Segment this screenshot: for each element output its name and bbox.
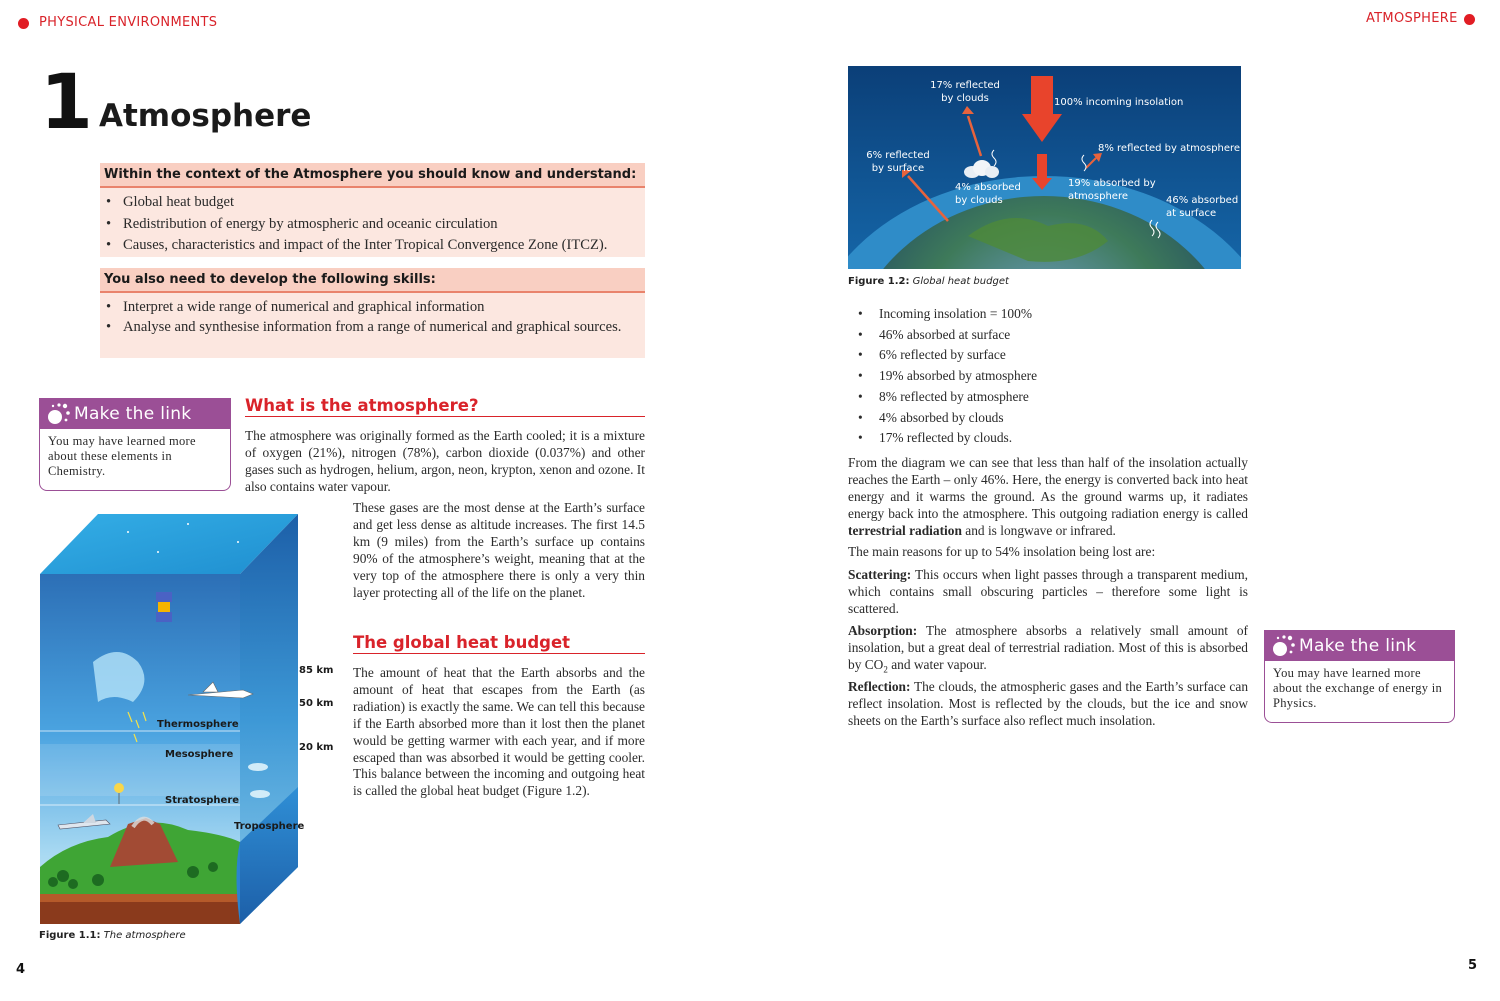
reflection-text: The clouds, the atmospheric gases and the Earth’s surface can reflect insolation. Most is reflected by the clouds, but the ice and snow sheets on the Earth’s surface also reflect much insolation. xyxy=(848,679,1249,728)
list-item: • Analyse and synthesise information from a range of numerical and graphical sources. xyxy=(104,318,645,336)
make-the-link-title: Make the link xyxy=(74,404,192,424)
label-4-absorbed-clouds: 4% absorbed xyxy=(955,182,1021,193)
layer-label-stratosphere: Stratosphere xyxy=(165,795,240,806)
p1-bold-term: terrestrial radiation xyxy=(848,522,962,538)
list-item: • Causes, characteristics and impact of the Inter Tropical Convergence Zone (ITCZ). xyxy=(104,235,645,257)
figure-1-2-caption xyxy=(848,276,1009,287)
absorption-paragraph xyxy=(848,623,1248,678)
heat-budget-list xyxy=(849,304,1249,449)
label-46-absorbed-surface: 46% absorbed xyxy=(1166,195,1239,206)
page-number-right: 5 xyxy=(1468,958,1478,973)
layer-label-thermosphere: Thermosphere xyxy=(157,719,239,730)
skills-box-list xyxy=(100,293,645,342)
right-paragraph-1 xyxy=(848,455,1248,540)
make-the-link-box xyxy=(39,398,231,491)
label-46-absorbed-surface-2: at surface xyxy=(1166,208,1217,219)
altitude-label-20km: 20 km xyxy=(299,742,334,753)
heat-budget-paragraph: The amount of heat that the Earth absorbs and the amount of heat that escapes from the Earth (as radiation) is exactly the same. We can tell this because if the Earth absorbed more than it lost then the planet would be getting warmer with each year, and if more escaped than was absorbed it would be getting cooler. This balance between the incoming and outgoing heat is called the global heat budget (Figure 1.2). xyxy=(353,665,645,799)
header-dot-right xyxy=(1464,14,1475,25)
atmosphere-layers-figure xyxy=(38,512,338,926)
altitude-label-85km: 85 km xyxy=(299,665,334,676)
section-heading-global-heat-budget: The global heat budget xyxy=(353,633,645,654)
reflection-term: Reflection: xyxy=(848,679,911,694)
altitude-label-50km: 50 km xyxy=(299,698,334,709)
label-8-reflected-atmosphere: 8% reflected by atmosphere xyxy=(1098,143,1241,154)
list-item: • Interpret a wide range of numerical and graphical information xyxy=(104,297,645,318)
list-item: • 4% absorbed by clouds xyxy=(849,408,1249,429)
absorption-term: Absorption: xyxy=(848,623,918,638)
what-is-paragraph-2: These gases are the most dense at the Earth’s surface and get less dense as altitude increases. The first 14.5 km (9 miles) from the Earth’s surface up contains 90% of the atmosphere’s weight, meaning that at the very top of the atmosphere there is only a very thin layer protecting all of the life on the planet. xyxy=(353,500,645,600)
make-the-link-box-physics xyxy=(1264,630,1455,723)
atom-icon xyxy=(45,402,71,426)
caption-label: Figure 1.1: xyxy=(39,930,101,941)
label-incoming-insolation: 100% incoming insolation xyxy=(1054,97,1184,108)
list-item: • 17% reflected by clouds. xyxy=(849,428,1249,449)
what-is-paragraph-1: The atmosphere was originally formed as the Earth cooled; it is a mixture of oxygen (21%), nitrogen (78%), carbon dioxide (0.037%) and other gases such as hydrogen, helium, argon, neon, krypton, xenon and ozone. It also contains water vapour. xyxy=(245,428,645,494)
list-item: • 46% absorbed at surface xyxy=(849,325,1249,346)
know-understand-box xyxy=(100,163,645,257)
caption-label: Figure 1.2: xyxy=(848,276,910,287)
label-19-absorbed-atmosphere: 19% absorbed by xyxy=(1068,178,1156,189)
make-the-link-header xyxy=(1265,631,1454,661)
absorption-end: and water vapour. xyxy=(887,656,987,672)
make-the-link-text: You may have learned more about the exchange of energy in Physics. xyxy=(1273,666,1443,710)
satellite-icon xyxy=(156,592,172,622)
scattering-paragraph xyxy=(848,567,1248,618)
right-paragraph-2: The main reasons for up to 54% insolation being lost are: xyxy=(848,544,1156,559)
caption-text: The atmosphere xyxy=(103,930,186,941)
make-the-link-header xyxy=(40,399,230,429)
reflection-paragraph xyxy=(848,679,1248,730)
label-19-absorbed-atmosphere-2: atmosphere xyxy=(1068,191,1128,202)
list-item: • Global heat budget xyxy=(104,192,645,214)
page-number-left: 4 xyxy=(16,962,26,977)
layer-label-mesosphere: Mesosphere xyxy=(165,749,234,760)
scattering-term: Scattering: xyxy=(848,567,912,582)
chapter-title: Atmosphere xyxy=(99,98,312,134)
list-item: • 8% reflected by atmosphere xyxy=(849,387,1249,408)
figure-1-1-caption xyxy=(39,930,186,941)
list-item: • Redistribution of energy by atmospheric and oceanic circulation xyxy=(104,214,645,236)
know-box-list xyxy=(100,188,645,263)
right-running-head: ATMOSPHERE xyxy=(1366,11,1458,26)
absorption-text: The atmosphere absorbs a relatively small amount of insolation, but a great deal of terrestrial radiation. Most of this is absorbed by CO xyxy=(848,623,1248,672)
left-running-head: PHYSICAL ENVIRONMENTS xyxy=(39,15,218,30)
layer-label-troposphere: Troposphere xyxy=(234,821,305,832)
label-4-absorbed-clouds-2: by clouds xyxy=(955,195,1003,206)
make-the-link-title: Make the link xyxy=(1299,636,1417,656)
section-heading-what-is-atmosphere: What is the atmosphere? xyxy=(245,396,645,417)
p1-start: From the diagram we can see that less than half of the insolation actually reaches the Earth – only 46%. Here, the energy is converted back into heat energy and it warms the ground. As the ground warms up, it radiates energy back into the atmosphere. This outgoing radiation energy is called xyxy=(848,455,1248,521)
label-6-reflected-surface: 6% reflected xyxy=(866,150,930,161)
caption-text: Global heat budget xyxy=(912,276,1009,287)
skills-box-heading: You also need to develop the following skills: xyxy=(100,268,645,293)
list-item: • Incoming insolation = 100% xyxy=(849,304,1249,325)
label-17-reflected-clouds-2: by clouds xyxy=(941,93,989,104)
scattering-text: This occurs when light passes through a transparent medium, which contains small obscuring particles – therefore some light is scattered. xyxy=(848,567,1248,616)
label-6-reflected-surface-2: by surface xyxy=(871,163,925,174)
chapter-number: 1 xyxy=(40,57,93,146)
make-the-link-text: You may have learned more about these elements in Chemistry. xyxy=(48,434,196,478)
p1-end: and is longwave or infrared. xyxy=(961,522,1116,538)
label-17-reflected-clouds: 17% reflected xyxy=(930,80,1000,91)
list-item: • 19% absorbed by atmosphere xyxy=(849,366,1249,387)
header-dot-left xyxy=(18,18,29,29)
list-item: • 6% reflected by surface xyxy=(849,345,1249,366)
global-heat-budget-figure xyxy=(848,66,1241,269)
atom-icon xyxy=(1270,634,1296,658)
subscript-2: 2 xyxy=(883,664,888,675)
skills-box xyxy=(100,268,645,358)
know-box-heading: Within the context of the Atmosphere you should know and understand: xyxy=(100,163,645,188)
